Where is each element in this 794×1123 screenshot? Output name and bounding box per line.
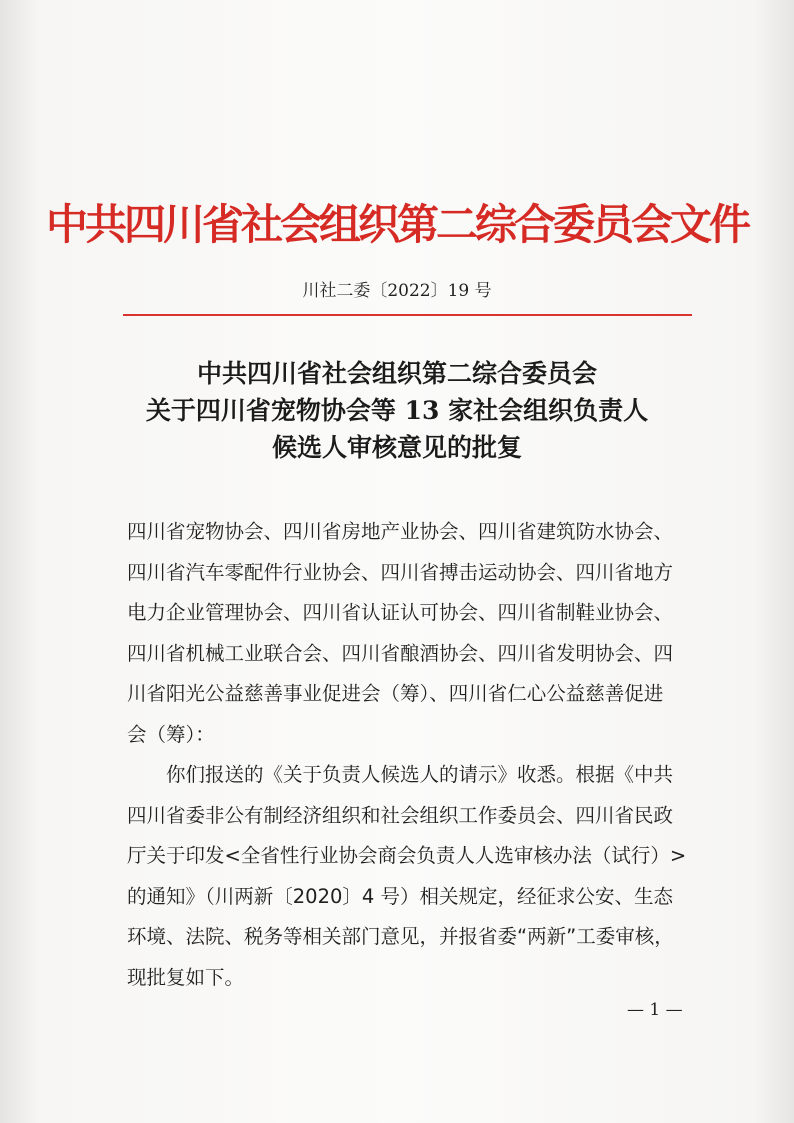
paragraph-line-4: 的通知》（川两新〔2020〕4 号）相关规定，经征求公安、生态 — [127, 884, 673, 908]
addressee-line-1: 四川省宠物协会、四川省房地产业协会、四川省建筑防水协会、 — [127, 520, 674, 543]
paragraph-line-5: 环境、法院、税务等相关部门意见，并报省委“两新”工委审核， — [127, 925, 674, 948]
addressee-line-6: 会（筹）： — [127, 722, 215, 746]
paragraph-line-3: 厅关于印发<全省性行业协会商会负责人人选审核办法（试行）> — [127, 844, 687, 867]
addressee-line-2: 四川省汽车零配件行业协会、四川省搏击运动协会、四川省地方 — [127, 560, 674, 584]
document-number: 川社二委〔2022〕19 号 — [302, 281, 492, 301]
document-body — [127, 512, 695, 998]
addressee-line-4: 四川省机械工业联合会、四川省酿酒协会、四川省发明协会、四 — [127, 641, 674, 665]
title-line-1: 中共四川省社会组织第二综合委员会 — [196, 359, 597, 388]
page-number: — 1 — — [627, 1000, 683, 1020]
document-header-title: 中共四川省社会组织第二综合委员会文件 — [45, 200, 748, 249]
paragraph-line-1: 你们报送的《关于负责人候选人的请示》收悉。根据《中共 — [166, 763, 674, 786]
red-divider-line — [123, 314, 692, 316]
addressee-line-5: 川省阳光公益慈善事业促进会（筹）、四川省仁心公益慈善促进 — [127, 682, 664, 705]
title-line-3: 候选人审核意见的批复 — [271, 433, 522, 462]
addressee-line-3: 电力企业管理协会、四川省认证认可协会、四川省制鞋业协会、 — [127, 601, 674, 624]
title-line-2: 关于四川省宠物协会等 13 家社会组织负责人 — [145, 396, 649, 425]
document-title — [0, 355, 794, 466]
paragraph-line-2: 四川省委非公有制经济组织和社会组织工作委员会、四川省民政 — [127, 803, 674, 827]
paragraph-line-6: 现批复如下。 — [127, 965, 245, 989]
